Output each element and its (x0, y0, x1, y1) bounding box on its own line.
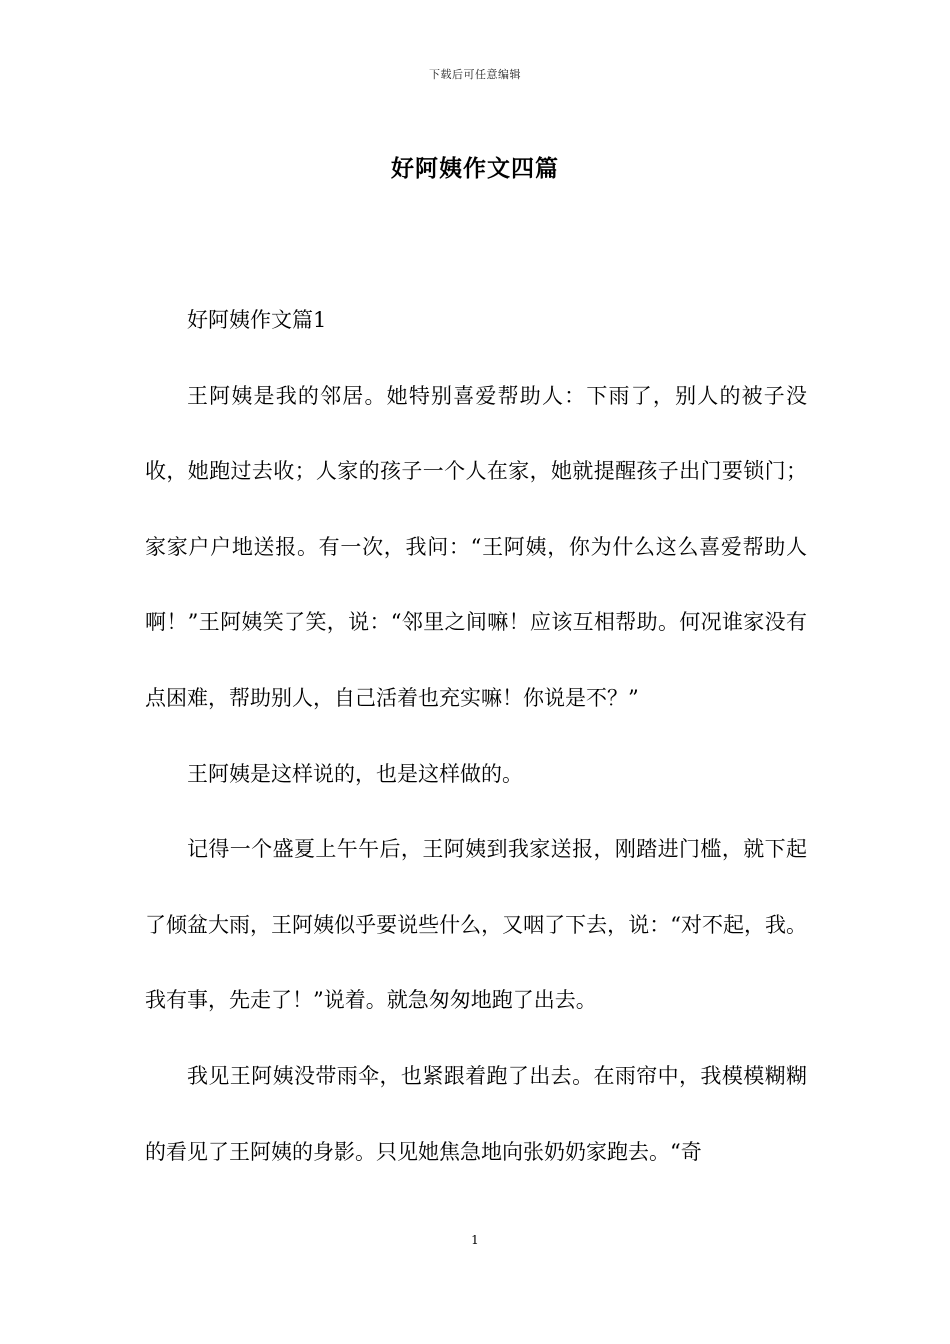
document-title: 好阿姨作文四篇 (391, 155, 559, 182)
header-note: 下载后可任意编辑 (429, 68, 521, 81)
paragraph: 记得一个盛夏上午午后，王阿姨到我家送报，刚踏进门槛，就下起了倾盆大雨，王阿姨似乎要说些什么，又咽了下去，说：“对不起，我。我有事，先走了！”说着。就急匆匆地跑了出去。 (145, 837, 807, 1013)
paragraph: 王阿姨是我的邻居。她特别喜爱帮助人：下雨了，别人的被子没收，她跑过去收；人家的孩子一个人在家，她就提醒孩子出门要锁门；家家户户地送报。有一次，我问：“王阿姨，你为什么这么喜爱帮助人啊！”王阿姨笑了笑，说：“邻里之间嘛！应该互相帮助。何况谁家没有点困难，帮助别人，自己活着也充实嘛！你说是不？” (145, 383, 807, 710)
paragraph: 王阿姨是这样说的，也是这样做的。 (187, 761, 523, 786)
page-number: 1 (471, 1233, 479, 1247)
section-heading: 好阿姨作文篇1 (187, 308, 327, 332)
paragraph: 我见王阿姨没带雨伞，也紧跟着跑了出去。在雨帘中，我模模糊糊的看见了王阿姨的身影。只见她焦急地向张奶奶家跑去。“奇 (145, 1063, 807, 1164)
document-body (145, 283, 807, 1190)
